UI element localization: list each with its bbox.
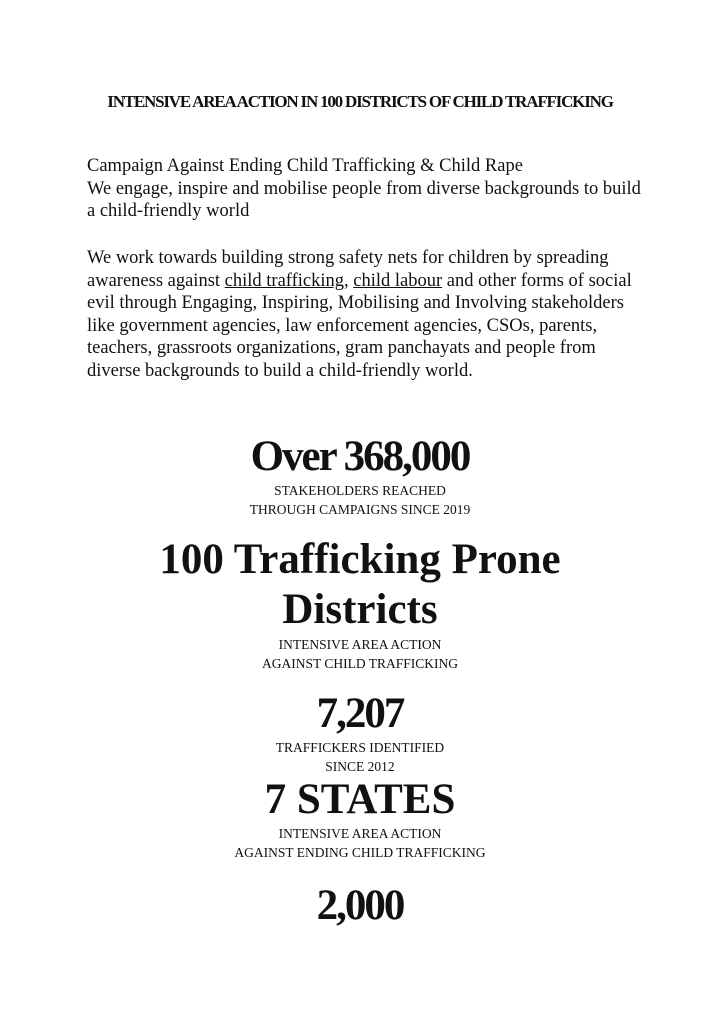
stat-caption-line: INTENSIVE AREA ACTION bbox=[278, 826, 442, 841]
mission-statement: We engage, inspire and mobilise people from diverse backgrounds to build a child-friendly world bbox=[87, 178, 641, 222]
stat-caption-line: AGAINST CHILD TRAFFICKING bbox=[261, 656, 458, 671]
stat-caption bbox=[0, 481, 720, 519]
stat-caption bbox=[0, 824, 720, 862]
description-paragraph bbox=[87, 247, 647, 383]
stat-traffickers bbox=[0, 690, 720, 776]
stat-caption-line: THROUGH CAMPAIGNS SINCE 2019 bbox=[249, 502, 471, 517]
description-text-part3: and other forms of social evil through Engaging, Inspiring, Mobilising and Involving stakeholders like government agencies, law enforcement agencies, CSOs, parents, teachers, grassroots organizations, gram panchayats and people from diverse backgrounds to build a child-friendly world. bbox=[87, 270, 632, 381]
stat-caption-line: INTENSIVE AREA ACTION bbox=[278, 637, 442, 652]
stat-value: 100 Trafficking Prone Districts bbox=[159, 536, 561, 633]
description-text-part1: We work towards building strong safety nets for children by spreading awareness against bbox=[87, 248, 609, 291]
stat-caption bbox=[0, 738, 720, 776]
stat-caption bbox=[0, 635, 720, 673]
stat-value: 2,000 bbox=[316, 882, 404, 929]
stat-value: 7,207 bbox=[316, 690, 404, 737]
stat-caption-line: SINCE 2012 bbox=[325, 759, 395, 774]
document-title: INTENSIVE AREA ACTION IN 100 DISTRICTS OF CHILD TRAFFICKING bbox=[107, 92, 613, 111]
stat-states bbox=[0, 776, 720, 862]
child-trafficking-link[interactable]: child trafficking bbox=[224, 270, 345, 291]
stat-stakeholders bbox=[0, 433, 720, 519]
campaign-name: Campaign Against Ending Child Trafficking & Child Rape bbox=[87, 156, 523, 176]
stat-caption-line: TRAFFICKERS IDENTIFIED bbox=[275, 740, 445, 755]
stat-value: Over 368,000 bbox=[250, 433, 470, 480]
intro-block bbox=[87, 155, 647, 223]
stat-value: 7 STATES bbox=[264, 776, 456, 823]
stat-caption-line: AGAINST ENDING CHILD TRAFFICKING bbox=[234, 845, 486, 860]
child-labour-link[interactable]: child labour bbox=[353, 270, 443, 291]
stat-last bbox=[0, 882, 720, 930]
description-text-part2: , bbox=[344, 270, 354, 291]
stat-caption-line: STAKEHOLDERS REACHED bbox=[274, 483, 446, 498]
stat-districts bbox=[0, 535, 720, 673]
